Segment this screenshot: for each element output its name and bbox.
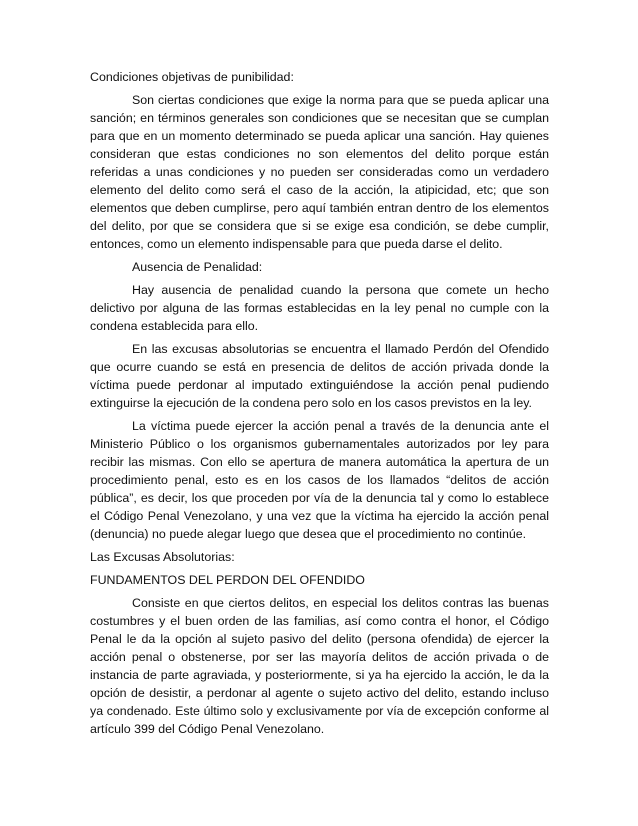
document-page (90, 68, 549, 743)
paragraph-perdon-ofendido: En las excusas absolutorias se encuentra el llamado Perdón del Ofendido que ocurre cuando se está en presencia de delitos de acción privada donde la víctima puede perdonar al imputado extinguiéndose la acción penal pudiendo extinguirse la ejecución de la condena pero solo en los casos previstos en la ley. (90, 342, 549, 410)
heading-ausencia-penalidad: Ausencia de Penalidad: (132, 260, 263, 274)
heading-fundamentos-perdon: FUNDAMENTOS DEL PERDON DEL OFENDIDO (90, 573, 365, 587)
paragraph-ausencia-penalidad: Hay ausencia de penalidad cuando la persona que comete un hecho delictivo por alguna de las formas establecidas en la ley penal no cumple con la condena establecida para ello. (90, 283, 549, 333)
heading-condiciones-objetivas: Condiciones objetivas de punibilidad: (90, 70, 294, 84)
paragraph-victima-accion-penal: La víctima puede ejercer la acción penal a través de la denuncia ante el Ministerio Público o los organismos gubernamentales autorizados por ley para recibir las mismas. Con ello se apertura de manera automática la apertura de un procedimiento penal, esto es en los casos de los llamados “delitos de acción pública”, es decir, los que proceden por vía de la denuncia tal y como lo establece el Código Penal Venezolano, y una vez que la víctima ha ejercido la acción penal (denuncia) no puede alegar luego que desea que el procedimiento no continúe. (90, 419, 549, 541)
paragraph-condiciones-definicion: Son ciertas condiciones que exige la norma para que se pueda aplicar una sanción; en términos generales son condiciones que se necesitan que se cumplan para que en un momento determinado se pueda aplicar una sanción. Hay quienes consideran que estas condiciones no son elementos del delito porque están referidas a unas condiciones y no pueden ser consideradas como un verdadero elemento del delito como será el caso de la acción, la atipicidad, etc; que son elementos que deben cumplirse, pero aquí también entran dentro de los elementos del delito, por que se considera que si se exige esa condición, se debe cumplir, entonces, como un elemento indispensable para que pueda darse el delito. (90, 93, 549, 251)
heading-excusas-absolutorias: Las Excusas Absolutorias: (90, 550, 235, 564)
paragraph-fundamentos-perdon: Consiste en que ciertos delitos, en especial los delitos contras las buenas costumbres y el buen orden de las familias, así como contra el honor, el Código Penal le da la opción al sujeto pasivo del delito (persona ofendida) de ejercer la acción penal o obstenerse, por ser las mayoría delitos de acción privada o de instancia de parte agraviada, y posteriormente, si ya ha ejercido la acción, le da la opción de desistir, a perdonar al agente o sujeto activo del delito, estando incluso ya condenado. Este último solo y exclusivamente por vía de excepción conforme al artículo 399 del Código Penal Venezolano. (90, 596, 549, 736)
